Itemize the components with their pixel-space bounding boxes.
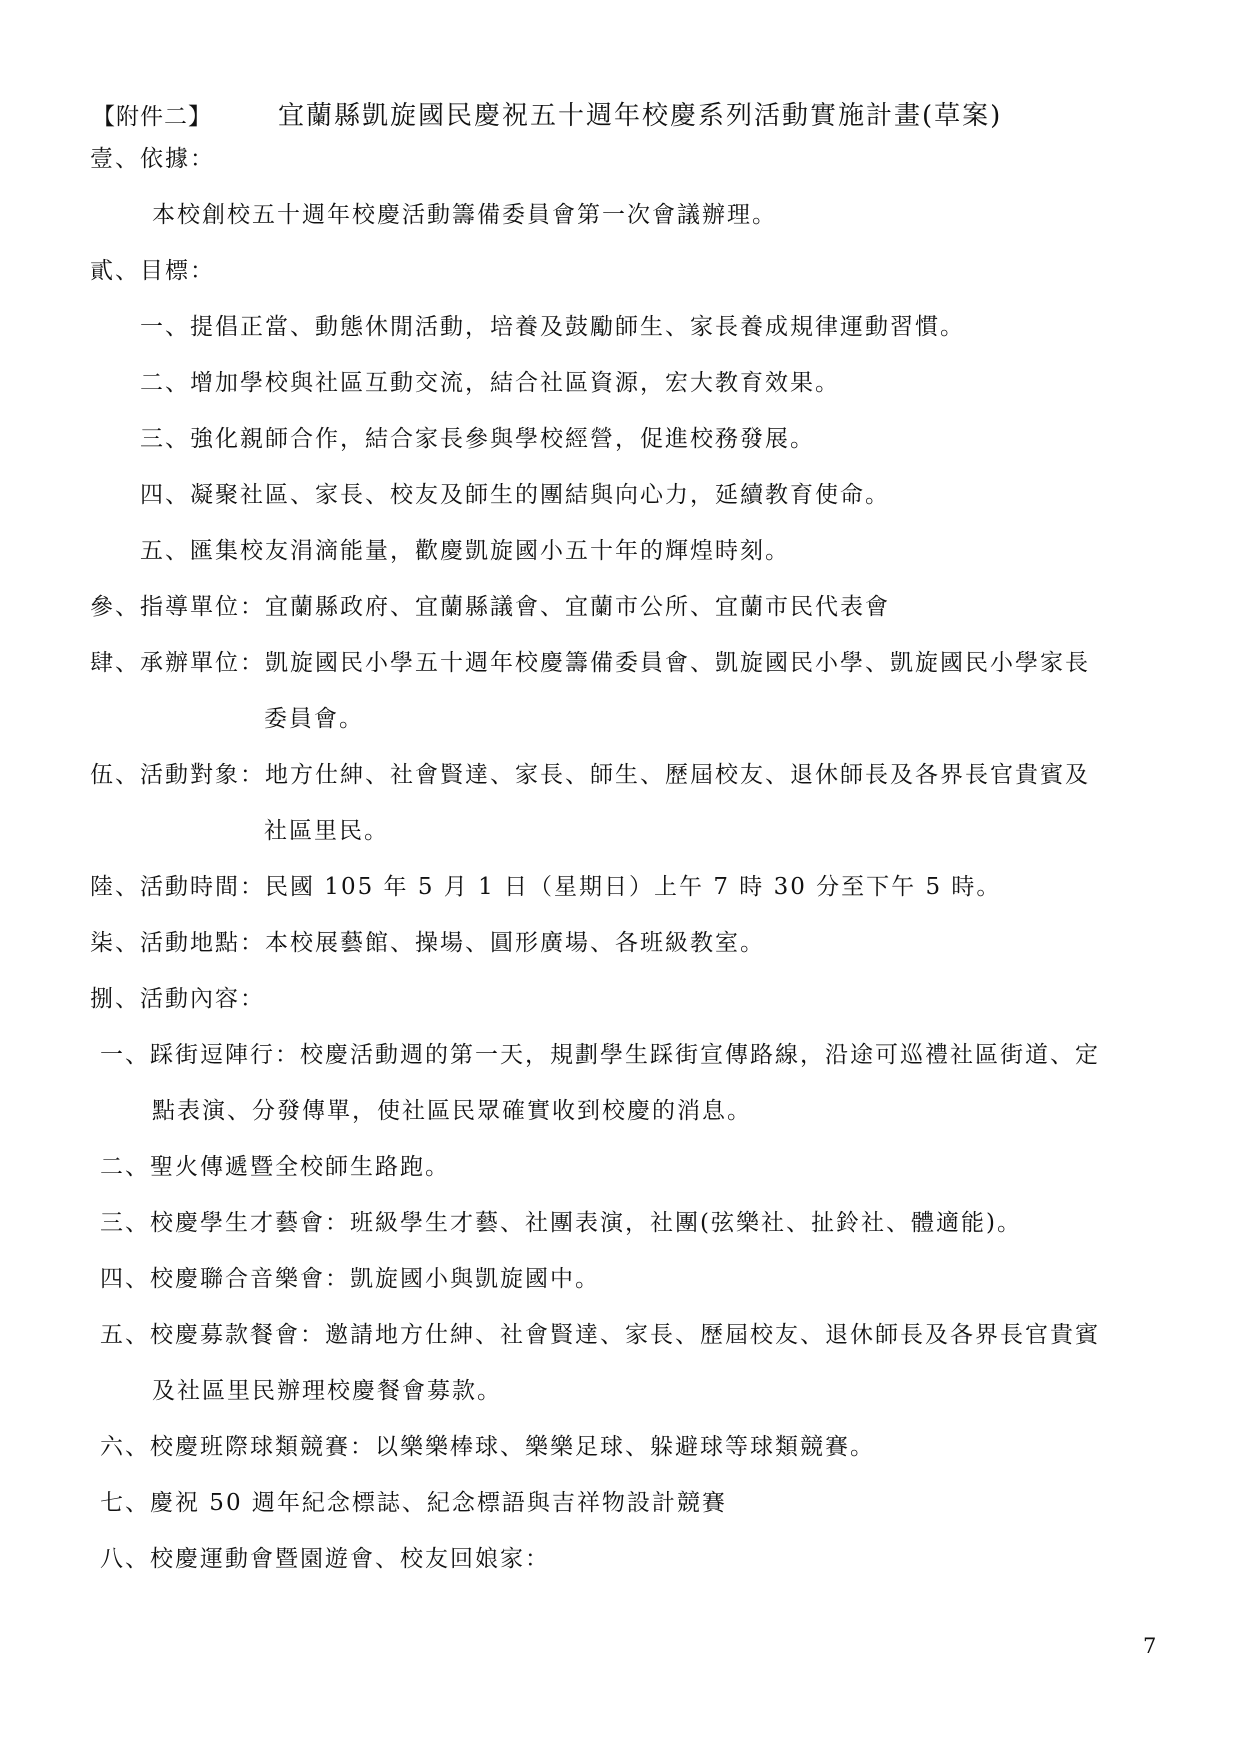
content-item: 五、校慶募款餐會：邀請地方仕紳、社會賢達、家長、歷屆校友、退休師長及各界長官貴賓 xyxy=(100,1322,1100,1348)
section-location: 柒、活動地點：本校展藝館、操場、圓形廣場、各班級教室。 xyxy=(90,930,765,956)
content-item: 八、校慶運動會暨園遊會、校友回娘家： xyxy=(100,1546,550,1572)
goal-item: 一、提倡正當、動態休閒活動，培養及鼓勵師生、家長養成規律運動習慣。 xyxy=(140,314,965,340)
attachment-label: 【附件二】 xyxy=(92,104,212,130)
goal-item: 四、凝聚社區、家長、校友及師生的團結與向心力，延續教育使命。 xyxy=(140,482,890,508)
goal-item: 三、強化親師合作，結合家長參與學校經營，促進校務發展。 xyxy=(140,426,815,452)
section-guidance: 參、指導單位：宜蘭縣政府、宜蘭縣議會、宜蘭市公所、宜蘭市民代表會 xyxy=(90,594,890,620)
content-item-continuation: 點表演、分發傳單，使社區民眾確實收到校慶的消息。 xyxy=(152,1098,752,1124)
content-item: 七、慶祝 50 週年紀念標誌、紀念標語與吉祥物設計競賽 xyxy=(100,1490,727,1516)
section-participants-line1: 伍、活動對象：地方仕紳、社會賢達、家長、師生、歷屆校友、退休師長及各界長官貴賓及 xyxy=(90,762,1090,788)
content-item: 三、校慶學生才藝會：班級學生才藝、社團表演，社團(弦樂社、扯鈴社、體適能)。 xyxy=(100,1210,1022,1236)
content-item: 四、校慶聯合音樂會：凱旋國小與凱旋國中。 xyxy=(100,1266,600,1292)
section-time: 陸、活動時間：民國 105 年 5 月 1 日（星期日）上午 7 時 30 分至下午 5 時。 xyxy=(90,874,1002,900)
page-title: 宜蘭縣凱旋國民慶祝五十週年校慶系列活動實施計畫(草案) xyxy=(278,101,1003,131)
section-content-heading: 捌、活動內容： xyxy=(90,986,265,1012)
content-item: 一、踩街逗陣行：校慶活動週的第一天，規劃學生踩街宣傳路線，沿途可巡禮社區街道、定 xyxy=(100,1042,1100,1068)
section-organizer-line2: 委員會。 xyxy=(264,706,364,732)
section-basis-heading: 壹、依據： xyxy=(90,146,215,172)
content-item: 二、聖火傳遞暨全校師生路跑。 xyxy=(100,1154,450,1180)
section-basis-text: 本校創校五十週年校慶活動籌備委員會第一次會議辦理。 xyxy=(152,202,777,228)
section-goals-heading: 貳、目標： xyxy=(90,258,215,284)
goal-item: 五、匯集校友涓滴能量，歡慶凱旋國小五十年的輝煌時刻。 xyxy=(140,538,790,564)
content-item: 六、校慶班際球類競賽：以樂樂棒球、樂樂足球、躲避球等球類競賽。 xyxy=(100,1434,875,1460)
page-number: 7 xyxy=(1143,1634,1157,1658)
goal-item: 二、增加學校與社區互動交流，結合社區資源，宏大教育效果。 xyxy=(140,370,840,396)
section-participants-line2: 社區里民。 xyxy=(264,818,389,844)
section-organizer-line1: 肆、承辦單位：凱旋國民小學五十週年校慶籌備委員會、凱旋國民小學、凱旋國民小學家長 xyxy=(90,650,1090,676)
title-row xyxy=(92,100,1002,133)
content-item-continuation: 及社區里民辦理校慶餐會募款。 xyxy=(152,1378,502,1404)
